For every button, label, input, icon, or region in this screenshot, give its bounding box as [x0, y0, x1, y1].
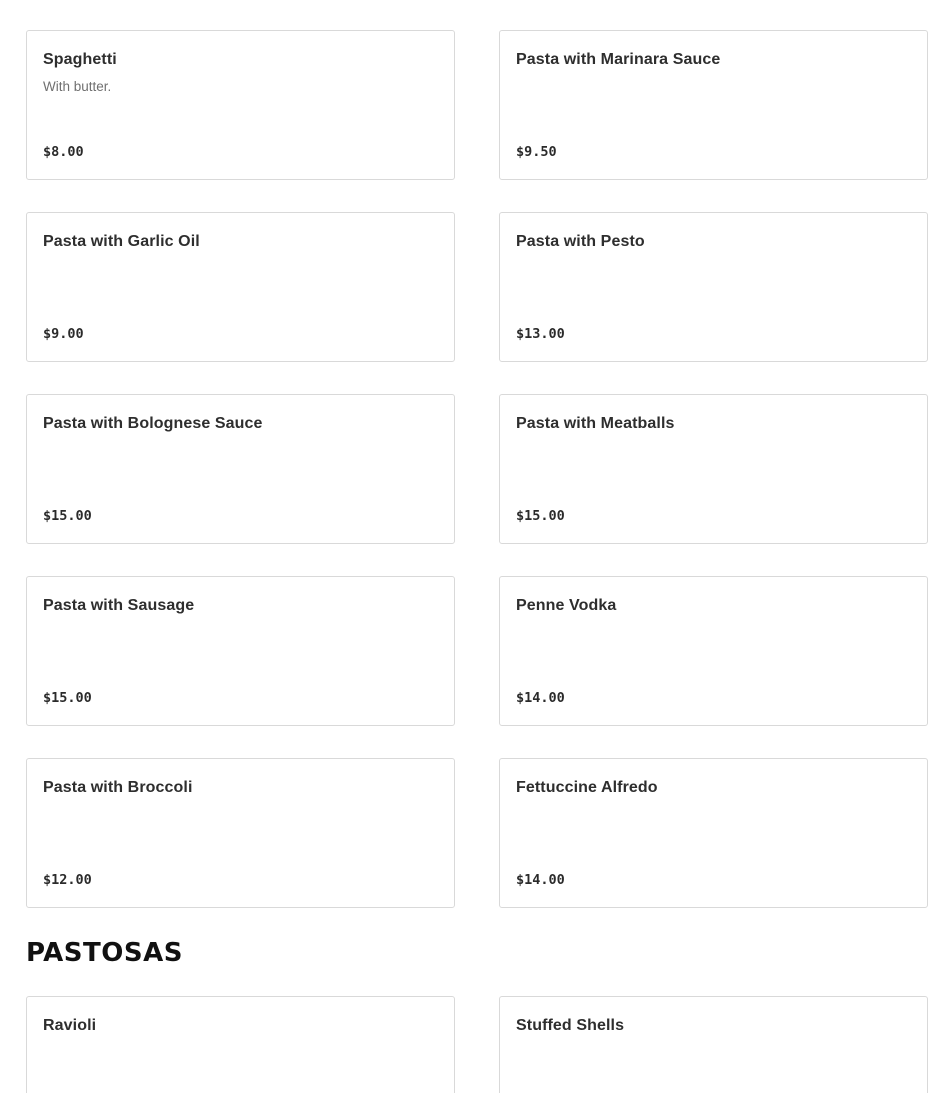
menu-item-price: $12.00	[43, 872, 92, 888]
menu-item-name: Fettuccine Alfredo	[516, 779, 658, 796]
menu-item-name: Pasta with Sausage	[43, 597, 195, 614]
menu-item-description: With butter.	[43, 79, 112, 94]
menu-item-price: $9.00	[43, 326, 84, 342]
menu-item-name: Pasta with Pesto	[516, 233, 645, 250]
menu-item-name: Pasta with Meatballs	[516, 415, 675, 432]
menu-item-price: $9.50	[516, 144, 557, 160]
menu-item-name: Pasta with Broccoli	[43, 779, 193, 796]
menu-item-card[interactable]	[26, 996, 455, 1093]
section-heading-pastosas: PASTOSAS	[26, 938, 183, 968]
menu-item-card[interactable]	[26, 394, 455, 544]
menu-item-card[interactable]	[499, 576, 928, 726]
menu-item-name: Stuffed Shells	[516, 1017, 625, 1034]
menu-item-card[interactable]	[499, 758, 928, 908]
menu-item-card[interactable]	[499, 212, 928, 362]
menu-item-price: $14.00	[516, 690, 565, 706]
menu-item-card[interactable]	[499, 30, 928, 180]
menu-item-card[interactable]	[26, 212, 455, 362]
menu-item-price: $15.00	[43, 690, 92, 706]
menu-item-price: $14.00	[516, 872, 565, 888]
menu-item-name: Spaghetti	[43, 51, 117, 68]
menu-item-name: Pasta with Bolognese Sauce	[43, 415, 263, 432]
menu-item-name: Pasta with Garlic Oil	[43, 233, 200, 250]
pasta-items-grid	[26, 30, 928, 908]
menu-item-price: $8.00	[43, 144, 84, 160]
menu-item-name: Penne Vodka	[516, 597, 617, 614]
menu-item-name: Ravioli	[43, 1017, 97, 1034]
menu-item-price: $13.00	[516, 326, 565, 342]
menu-item-card[interactable]	[499, 394, 928, 544]
menu-item-name: Pasta with Marinara Sauce	[516, 51, 721, 68]
menu-item-price: $15.00	[516, 508, 565, 524]
menu-item-card[interactable]	[26, 758, 455, 908]
menu-item-card[interactable]	[26, 30, 455, 180]
menu-item-price: $15.00	[43, 508, 92, 524]
menu-item-card[interactable]	[26, 576, 455, 726]
menu-item-card[interactable]	[499, 996, 928, 1093]
pastosas-items-grid	[26, 996, 928, 1093]
